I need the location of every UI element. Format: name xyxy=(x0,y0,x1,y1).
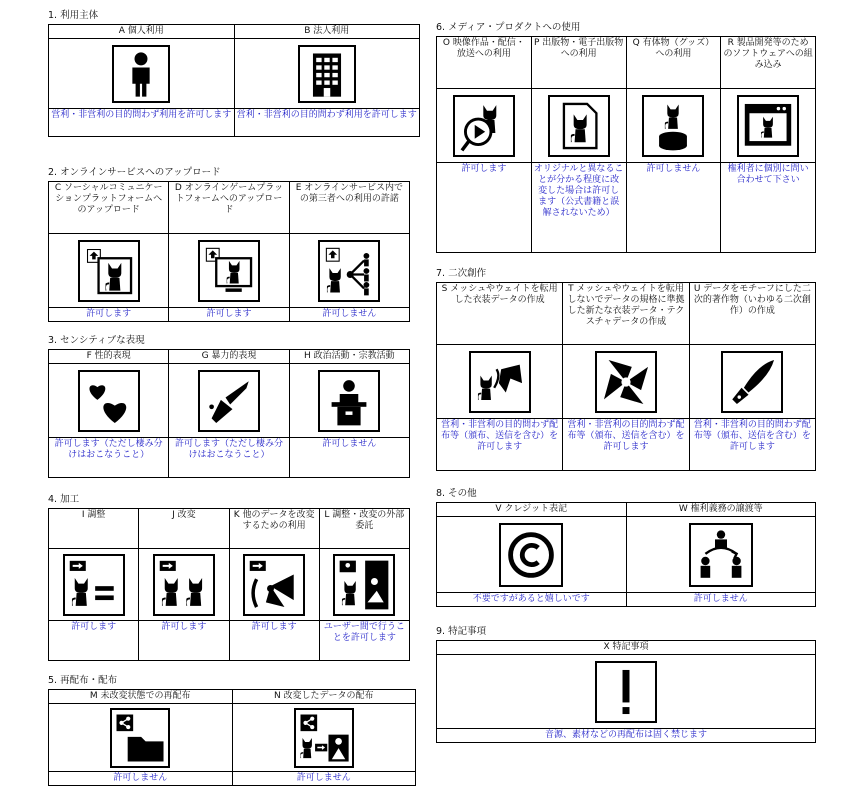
item-label: X 特記事項 xyxy=(437,641,816,655)
item-label: T メッシュやウェイトを転用しないでデータの規格に準拠した新たな衣装データ・テクスチャデータの作成 xyxy=(563,283,689,345)
section-title: 8. その他 xyxy=(436,488,477,499)
item-label: E オンラインサービス内での第三者への利用の許諾 xyxy=(289,182,409,234)
item-answer: 許可しません xyxy=(289,308,409,322)
item-answer: 許可しません xyxy=(626,163,721,253)
knife-icon xyxy=(198,370,260,432)
item-label: I 調整 xyxy=(49,509,139,549)
item-answer: 営利・非営利の目的問わず利用を許可します xyxy=(49,109,235,137)
item-label: N 改変したデータの配布 xyxy=(232,690,416,704)
section-title: 5. 再配布・配布 xyxy=(48,675,118,686)
other-table xyxy=(436,502,816,607)
video-icon xyxy=(453,95,515,157)
section-title: 7. 二次創作 xyxy=(436,268,487,279)
building-icon xyxy=(298,45,356,103)
section-redistribution xyxy=(48,675,416,786)
item-answer: 許可します（ただし棲み分けはおこなうこと） xyxy=(49,438,169,478)
section-sensitive xyxy=(48,335,410,478)
third-party-share-icon xyxy=(318,240,380,302)
item-answer: 許可します xyxy=(169,308,289,322)
item-label: R 製品開発等のためのソフトウェアへの組み込み xyxy=(721,37,816,89)
share-modified-icon xyxy=(294,708,354,768)
item-answer: 許可します xyxy=(49,621,139,661)
item-answer: 営利・非営利の目的問わず配布等（頒布、送信を含む）を許可します xyxy=(437,419,563,471)
media-product-table xyxy=(436,36,816,253)
person-icon xyxy=(112,45,170,103)
figure-icon xyxy=(642,95,704,157)
item-answer: 不要ですがあると嬉しいです xyxy=(437,593,627,607)
section-title: 6. メディア・プロダクトへの使用 xyxy=(436,22,581,33)
item-answer: 音源、素材などの再配布は固く禁じます xyxy=(437,729,816,743)
item-label: J 改変 xyxy=(139,509,229,549)
item-label: C ソーシャルコミュニケーションプラットフォームへのアップロード xyxy=(49,182,169,234)
section-processing xyxy=(48,494,410,661)
item-answer: 許可しません xyxy=(232,772,416,786)
item-label: M 未改変状態での再配布 xyxy=(49,690,233,704)
item-answer: 許可します xyxy=(229,621,319,661)
item-answer: ユーザー間で行うことを許可します xyxy=(319,621,409,661)
sensitive-table xyxy=(48,349,410,478)
item-label: U データをモチーフにした二次的著作物（いわゆる二次創作）の作成 xyxy=(689,283,815,345)
ribbon-icon xyxy=(243,554,305,616)
item-label: A 個人利用 xyxy=(49,25,235,39)
hearts-icon xyxy=(78,370,140,432)
flower-icon xyxy=(595,351,657,413)
outsource-icon xyxy=(333,554,395,616)
copyright-icon xyxy=(499,523,563,587)
special-notes-table xyxy=(436,640,816,743)
item-answer: 許可しません xyxy=(289,438,409,478)
transfer-icon xyxy=(689,523,753,587)
share-folder-icon xyxy=(110,708,170,768)
item-answer: 営利・非営利の目的問わず配布等（頒布、送信を含む）を許可します xyxy=(563,419,689,471)
derivative-table xyxy=(436,282,816,471)
item-label: L 調整・改変の外部委託 xyxy=(319,509,409,549)
item-label: O 映像作品・配信・放送への利用 xyxy=(437,37,532,89)
pen-icon xyxy=(721,351,783,413)
game-upload-icon xyxy=(198,240,260,302)
section-media-product xyxy=(436,22,816,253)
section-title: 4. 加工 xyxy=(48,494,80,505)
item-label: D オンラインゲームプラットフォームへのアップロード xyxy=(169,182,289,234)
item-label: W 権利義務の譲渡等 xyxy=(626,503,816,517)
modify-icon xyxy=(153,554,215,616)
item-label: H 政治活動・宗教活動 xyxy=(289,350,409,364)
usage-subject-table xyxy=(48,24,420,137)
section-derivative xyxy=(436,268,816,471)
document-icon xyxy=(548,95,610,157)
section-title: 2. オンラインサービスへのアップロード xyxy=(48,167,221,178)
item-label: F 性的表現 xyxy=(49,350,169,364)
costume-icon xyxy=(469,351,531,413)
podium-icon xyxy=(318,370,380,432)
processing-table xyxy=(48,508,410,661)
item-label: S メッシュやウェイトを転用した衣装データの作成 xyxy=(437,283,563,345)
item-label: K 他のデータを改変するための利用 xyxy=(229,509,319,549)
section-other xyxy=(436,488,816,607)
online-upload-table xyxy=(48,181,410,322)
item-label: G 暴力的表現 xyxy=(169,350,289,364)
item-answer: 営利・非営利の目的問わず利用を許可します xyxy=(234,109,420,137)
software-icon xyxy=(737,95,799,157)
section-title: 9. 特記事項 xyxy=(436,626,487,637)
item-answer: オリジナルと異なることが分かる程度に改変した場合は許可します（公式書籍と誤解されないため） xyxy=(531,163,626,253)
item-answer: 許可しません xyxy=(49,772,233,786)
item-label: Q 有体物（グッズ）への利用 xyxy=(626,37,721,89)
item-answer: 営利・非営利の目的問わず配布等（頒布、送信を含む）を許可します xyxy=(689,419,815,471)
section-online-upload xyxy=(48,167,410,322)
section-title: 3. センシティブな表現 xyxy=(48,335,145,346)
exclamation-icon xyxy=(595,661,657,723)
section-usage-subject xyxy=(48,10,420,137)
adjust-icon xyxy=(63,554,125,616)
item-answer: 許可します xyxy=(437,163,532,253)
section-special-notes xyxy=(436,626,816,743)
item-answer: 許可します xyxy=(139,621,229,661)
item-answer: 権利者に個別に問い合わせて下さい xyxy=(721,163,816,253)
section-title: 1. 利用主体 xyxy=(48,10,99,21)
item-label: V クレジット表記 xyxy=(437,503,627,517)
redistribution-table xyxy=(48,689,416,786)
item-label: B 法人利用 xyxy=(234,25,420,39)
item-answer: 許可します xyxy=(49,308,169,322)
item-label: P 出版物・電子出版物への利用 xyxy=(531,37,626,89)
item-answer: 許可します（ただし棲み分けはおこなうこと） xyxy=(169,438,289,478)
item-answer: 許可しません xyxy=(626,593,816,607)
social-upload-icon xyxy=(78,240,140,302)
